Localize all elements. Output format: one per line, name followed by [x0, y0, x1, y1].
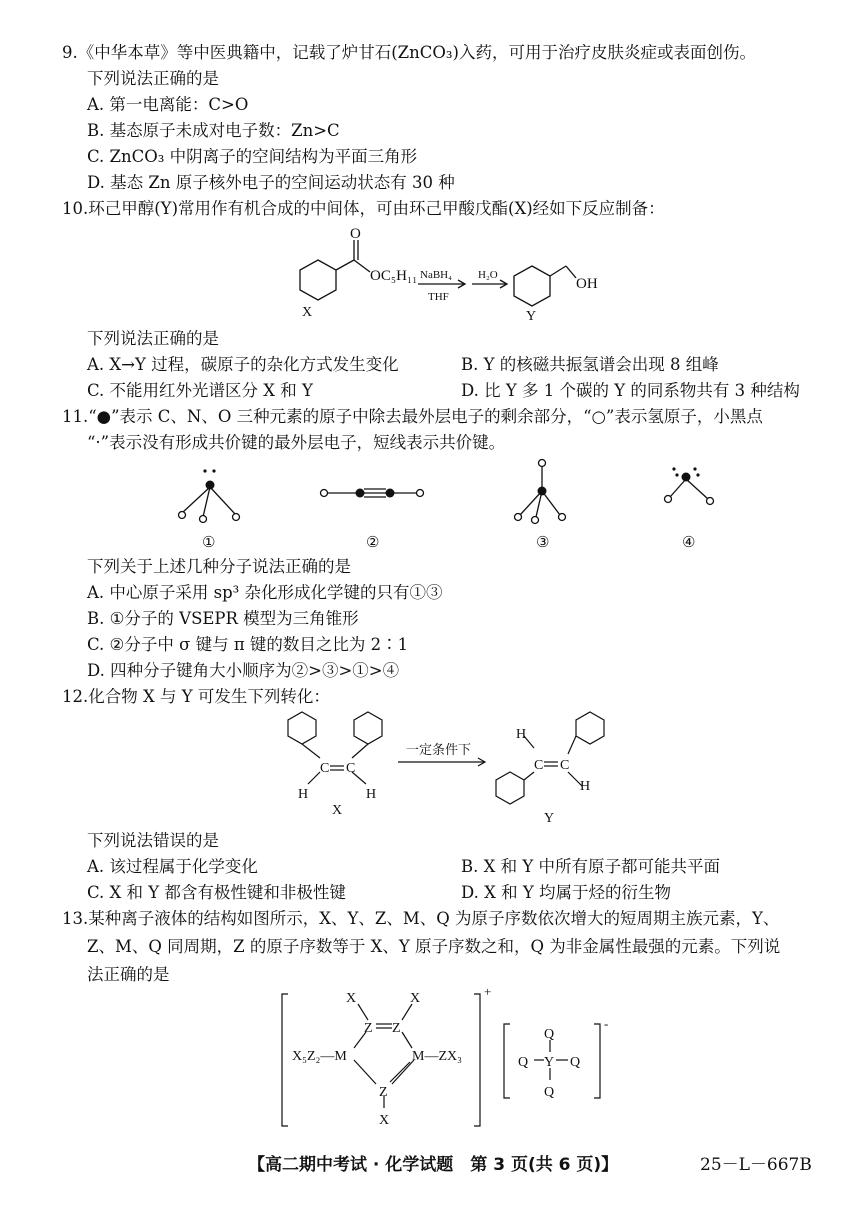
- q9-option-d: D. 基态 Zn 原子核外电子的空间运动状态有 30 种: [87, 173, 455, 192]
- q9-option-a: A. 第一电离能：C>O: [87, 95, 249, 114]
- q13-stem-line2: Z、M、Q 同周期，Z 的原子序数等于 X、Y 原子序数之和，Q 为非金属性最强的元素。下列说: [87, 937, 781, 956]
- q9-option-c: C. ZnCO₃ 中阴离子的空间结构为平面三角形: [87, 147, 418, 166]
- q12-condition: 一定条件下: [406, 742, 472, 757]
- q12-option-c: C. X 和 Y 都含有极性键和非极性键: [87, 883, 346, 902]
- q10-reaction-figure: [280, 222, 610, 322]
- q11-label-2: ②: [366, 535, 380, 551]
- q13-q-right: Q: [570, 1055, 581, 1070]
- q12-x-hydrogen-2: H: [366, 787, 377, 802]
- q10-prompt: 下列说法正确的是: [87, 329, 219, 348]
- q11-label-3: ③: [536, 535, 550, 551]
- q12-y-carbon-2: C: [560, 758, 570, 773]
- q13-x-top-left: X: [346, 991, 357, 1006]
- q11-stem-line2: “·”表示没有形成共价键的最外层电子，短线表示共价键。: [87, 433, 506, 452]
- q11-option-c: C. ②分子中 σ 键与 π 键的数目之比为 2∶1: [87, 635, 409, 654]
- q12-y-hydrogen-2: H: [580, 779, 591, 794]
- q10-reagent-thf: THF: [428, 291, 449, 303]
- q11-prompt: 下列关于上述几种分子说法正确的是: [87, 557, 351, 576]
- q9-prompt: 下列说法正确的是: [87, 69, 219, 88]
- q12-stem: 12.化合物 X 与 Y 可发生下列转化：: [62, 687, 330, 706]
- q13-z-bottom: Z: [379, 1085, 388, 1100]
- q10-option-b: B. Y 的核磁共振氢谱会出现 8 组峰: [461, 355, 719, 374]
- q13-stem-line3: 法正确的是: [87, 965, 170, 984]
- q13-z-left: Z: [364, 1021, 373, 1036]
- page-footer-title: 【高二期中考试 · 化学试题 第 3 页(共 6 页)】: [248, 1155, 619, 1175]
- q12-option-b: B. X 和 Y 中所有原子都可能共平面: [461, 857, 720, 876]
- q13-cation-charge: +: [484, 986, 492, 999]
- q12-label-x: X: [332, 803, 343, 818]
- q13-q-left: Q: [518, 1055, 529, 1070]
- q13-z-right: Z: [392, 1021, 401, 1036]
- q11-molecules-figure: [150, 455, 750, 555]
- q11-stem-line1: 11.“●”表示 C、N、O 三种元素的原子中除去最外层电子的剩余部分，“○”表示氢原子，小黑点: [62, 407, 763, 426]
- q13-anion-charge: -: [604, 1016, 609, 1031]
- q10-carbonyl-o: O: [350, 226, 361, 242]
- q12-option-a: A. 该过程属于化学变化: [87, 857, 258, 876]
- q10-reagent-h2o: H₂O: [478, 269, 498, 281]
- q13-ionic-liquid-figure: [278, 986, 618, 1132]
- q10-stem: 10.环己甲醇(Y)常用作有机合成的中间体，可由环己甲酸戊酯(X)经如下反应制备：: [62, 199, 665, 218]
- q10-option-c: C. 不能用红外光谱区分 X 和 Y: [87, 381, 313, 400]
- q13-right-group: M—ZX₃: [412, 1049, 462, 1064]
- q10-label-y: Y: [526, 309, 537, 322]
- q11-option-b: B. ①分子的 VSEPR 模型为三角锥形: [87, 609, 359, 628]
- q11-option-a: A. 中心原子采用 sp³ 杂化形成化学键的只有①③: [87, 583, 443, 602]
- q10-label-x: X: [302, 305, 313, 320]
- q10-option-d: D. 比 Y 多 1 个碳的 Y 的同系物共有 3 种结构: [461, 381, 800, 400]
- q12-label-y: Y: [544, 811, 555, 826]
- q12-x-hydrogen-1: H: [298, 787, 309, 802]
- q10-hydroxyl: OH: [576, 276, 598, 292]
- q13-q-top: Q: [544, 1027, 555, 1042]
- q13-left-group: X₅Z₂—M: [292, 1049, 347, 1064]
- q12-y-hydrogen-1: H: [516, 727, 527, 742]
- q9-option-b: B. 基态原子未成对电子数：Zn>C: [87, 121, 340, 140]
- q13-q-bottom: Q: [544, 1085, 555, 1100]
- q13-stem-line1: 13.某种离子液体的结构如图所示，X、Y、Z、M、Q 为原子序数依次增大的短周期主族元素，Y、: [62, 909, 780, 928]
- q12-isomerization-figure: [280, 706, 620, 830]
- q12-prompt: 下列说法错误的是: [87, 831, 219, 850]
- q13-x-bottom: X: [379, 1113, 390, 1128]
- page-footer-code: 25－L－667B: [700, 1155, 812, 1175]
- q10-reagent-nabh4: NaBH₄: [420, 269, 452, 281]
- q12-x-carbon-1: C: [320, 761, 330, 776]
- q9-stem: 9.《中华本草》等中医典籍中，记载了炉甘石(ZnCO₃)入药，可用于治疗皮肤炎症或表面创伤。: [62, 43, 756, 62]
- q12-option-d: D. X 和 Y 均属于烃的衍生物: [461, 883, 672, 902]
- q11-label-4: ④: [682, 535, 696, 551]
- q10-ester-group: OC₅H₁₁: [370, 268, 418, 284]
- q13-x-top-right: X: [410, 991, 421, 1006]
- q11-label-1: ①: [202, 535, 216, 551]
- q11-option-d: D. 四种分子键角大小顺序为②>③>①>④: [87, 661, 400, 680]
- q10-option-a: A. X→Y 过程，碳原子的杂化方式发生变化: [87, 355, 399, 374]
- q12-x-carbon-2: C: [346, 761, 356, 776]
- q13-y-center: Y: [544, 1055, 555, 1070]
- q12-y-carbon-1: C: [534, 758, 544, 773]
